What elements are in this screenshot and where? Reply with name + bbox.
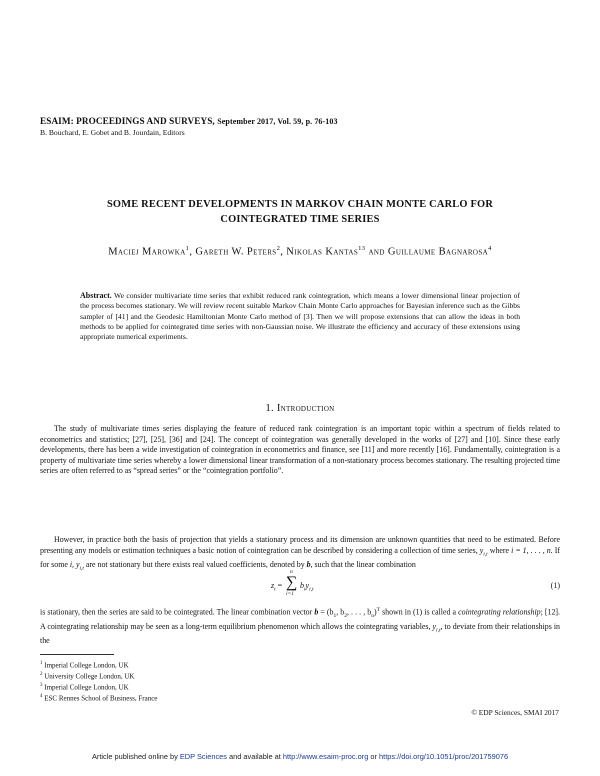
author-4-affil: 4 xyxy=(488,245,492,252)
sum-upper: n xyxy=(290,569,293,575)
publication-footer: Article published online by EDP Sciences and available at http://www.esaim-proc.org or https://doi.org/10.1051/proc/201759076 xyxy=(91,752,509,761)
paragraph-1: The study of multivariate times series displaying the feature of reduced rank cointegration is an important topic within a spectrum of fields related to econometrics and statistics; [27], [25], [36] and [24]. The concept of cointegration was generally developed in the works of [27] and [10]. Since these early developments, there has been a wide investigation of cointegration in econometrics and finance, see [11] and more recently [16]. Fundamentally, cointegration is a property of multivariate time series whereby a lower dimensional linear transformation of a non-stationary process becomes stationary. The resulting projected time series are often referred to as “spread series” or the “cointegration portfolio”. xyxy=(40,424,560,476)
journal-header xyxy=(40,116,338,126)
title-line-2: COINTEGRATED TIME SERIES xyxy=(220,214,380,225)
abstract-text: We consider multivariate time series that exhibit reduced rank cointegration, which means a lower dimensional linear projection of the process becomes stationary. We will review recent suitable Markov Chain Monte Carlo approaches for Bayesian inference such as the Gibbs sampler of [41] and the Geodesic Hamiltonian Monte Carlo method of [3]. Then we will propose extensions that can allow the ideas in both methods to be applied for cointegrated time series with non-Gaussian noise. We illustrate the efficiency and accuracy of these extensions using appropriate numerical experiments. xyxy=(80,291,520,342)
footnote-1: $^1$ Imperial College London, UK xyxy=(40,661,129,670)
paragraph-3: is stationary, then the series are said to be cointegrated. The linear combination vector $b = (b_1$, $b_2$, . . . , $b_n)^T$ shown in (1) is called a cointegrating relationship; [12]. A cointegrating relationship may be seen as a long-term equilibrium phenomenon which allows the cointegrating variables, $y_{i,t}$, to deviate from their relationships in the xyxy=(40,607,560,645)
title-line-1: SOME RECENT DEVELOPMENTS IN MARKOV CHAIN MONTE CARLO FOR xyxy=(106,199,494,210)
equation-1 xyxy=(40,569,560,601)
journal-name: ESAIM: PROCEEDINGS AND SURVEYS, xyxy=(40,116,215,126)
doi-link[interactable]: https://doi.org/10.1051/proc/201759076 xyxy=(379,752,509,761)
author-2-affil: 2 xyxy=(276,245,281,252)
paragraph-2: However, in practice both the basis of projection that yields a stationary process and its dimension are unknown quantities that need to be estimated. Before presenting any models or estimation techniques a basic notion of cointegration can be described by considering a collection of time series, $y_{i,t}$ where i = 1, . . . , n. If for some i, $y_{i,t}$ are not stationary but there exists real valued coefficients, denoted by b, such that the linear combination xyxy=(40,535,560,572)
cointegrating-relationship-term: cointegrating relationship xyxy=(458,607,541,617)
author-list: Maciej Marowka$^1$, Gareth W. Peters$^2$, Nikolas Kantas$^{13}$ and Guillaume Bagnarosa$^4$ xyxy=(108,245,492,258)
footnote-2: $^2$ University College London, UK xyxy=(40,672,135,681)
vector-b: b xyxy=(306,559,311,569)
author-2: Gareth W. Peters xyxy=(195,246,277,258)
abstract-label: Abstract. xyxy=(80,291,112,300)
author-3-affil: 13 xyxy=(358,245,366,252)
publisher-link[interactable]: EDP Sciences xyxy=(179,752,227,761)
equation-number: (1) xyxy=(550,581,560,590)
journal-url-link[interactable]: http://www.esaim-proc.org xyxy=(282,752,369,761)
footnote-4: $^4$ ESC Rennes School of Business, France xyxy=(40,694,158,703)
journal-issue: September 2017, Vol. 59, p. 76-103 xyxy=(217,117,338,126)
paper-title xyxy=(30,197,570,227)
section-title: Introduction xyxy=(276,403,335,414)
section-heading xyxy=(40,403,560,414)
author-1-affil: 1 xyxy=(185,245,190,252)
author-1: Maciej Marowka xyxy=(108,246,186,258)
copyright: © EDP Sciences, SMAI 2017 xyxy=(471,708,559,717)
author-4: Guillaume Bagnarosa xyxy=(387,246,489,258)
abstract xyxy=(80,291,520,342)
sum-sign: ∑ xyxy=(286,574,298,591)
author-and: and xyxy=(368,246,385,258)
equation-terms: $b_iy_{i,t}$ xyxy=(300,581,314,593)
sum-lower: i=1 xyxy=(286,591,294,597)
editors-line: B. Bouchard, E. Gobet and B. Jourdain, Editors xyxy=(40,128,185,137)
equation-lhs: $z_t$ = xyxy=(271,581,283,593)
section-number: 1. xyxy=(265,403,274,414)
math-var-y: $y_{i,t}$ xyxy=(479,545,488,558)
footnote-3: $^3$ Imperial College London, UK xyxy=(40,683,129,692)
author-3: Nikolas Kantas xyxy=(286,246,359,258)
footnote-divider xyxy=(40,654,114,655)
